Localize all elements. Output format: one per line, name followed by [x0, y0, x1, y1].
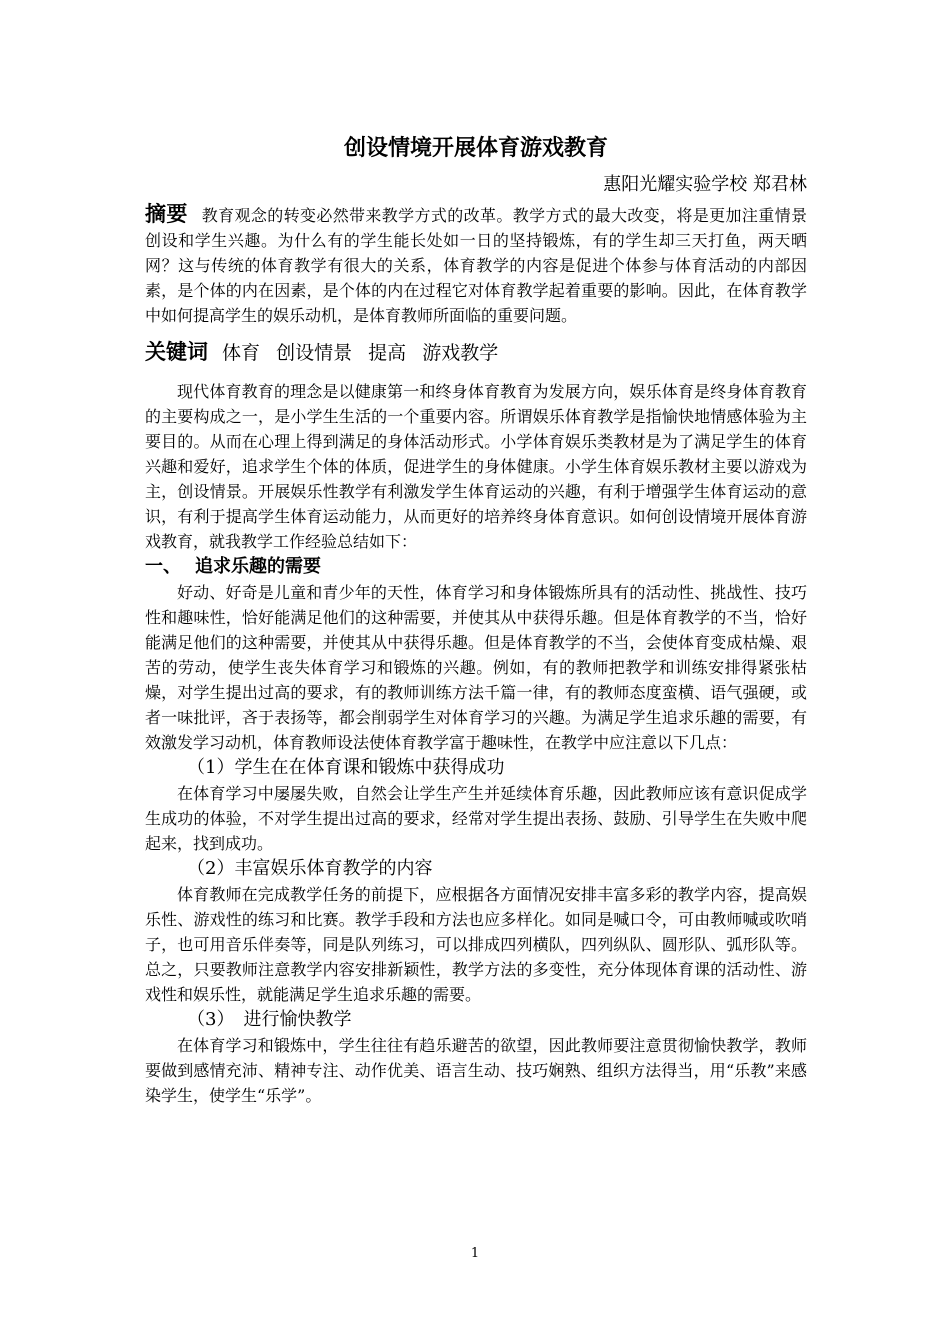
document-body [145, 128, 807, 1108]
abstract-text: 教育观念的转变必然带来教学方式的改革。教学方式的最大改变，将是更加注重情景创设和学生兴趣。为什么有的学生能长处如一日的坚持锻炼，有的学生却三天打鱼，两天晒网？这与传统的体育教学有很大的关系，体育教学的内容是促进个体参与体育活动的内部因素，是个体的内在因素，是个体的内在过程它对体育教学起着重要的影响。因此，在体育教学中如何提高学生的娱乐动机，是体育教师所面临的重要问题。 [145, 206, 807, 325]
section-title: 追求乐趣的需要 [195, 556, 321, 577]
author-line: 惠阳光耀实验学校 郑君林 [603, 174, 807, 195]
subsection-heading: （3） 进行愉快教学 [187, 1009, 352, 1030]
abstract-label: 摘要 [145, 202, 188, 226]
section-paragraph: 好动、好奇是儿童和青少年的天性，体育学习和身体锻炼所具有的活动性、挑战性、技巧性和趣味性，恰好能满足他们的这种需要，并使其从中获得乐趣。但是体育教学的不当，恰好能满足他们的这种需要，并使其从中获得乐趣。但是体育教学的不当，会使体育变成枯燥、艰苦的劳动，使学生丧失体育学习和锻炼的兴趣。例如，有的教师把教学和训练安排得紧张枯燥，对学生提出过高的要求，有的教师训练方法千篇一律，有的教师态度蛮横、语气强硬，或者一味批评，吝于表扬等，都会削弱学生对体育学习的兴趣。为满足学生追求乐趣的需要，有效激发学习动机，体育教师设法使体育教学富于趣味性，在教学中应注意以下几点： [145, 583, 807, 752]
section-heading [145, 554, 807, 580]
subsection-heading: （1）学生在在体育课和锻炼中获得成功 [187, 757, 505, 778]
subsection-paragraph: 在体育学习和锻炼中，学生往往有趋乐避苦的欲望，因此教师要注意贯彻愉快教学，教师要做到感情充沛、精神专注、动作优美、语言生动、技巧娴熟、组织方法得当，用“乐教”来感染学生，使学生“乐学”。 [145, 1036, 807, 1105]
page-number: 1 [470, 1246, 480, 1261]
keyword: 体育 [222, 342, 261, 364]
subsection-paragraph: 体育教师在完成教学任务的前提下，应根据各方面情况安排丰富多彩的教学内容，提高娱乐性、游戏性的练习和比赛。教学手段和方法也应多样化。如同是喊口令，可由教师喊或吹哨子，也可用音乐伴奏等，同是队列练习，可以排成四列横队，四列纵队、圆形队、弧形队等。总之，只要教师注意教学内容安排新颖性，教学方法的多变性，充分体现体育课的活动性、游戏性和娱乐性，就能满足学生追求乐趣的需要。 [145, 885, 807, 1004]
keywords-line [145, 332, 807, 373]
keywords-label: 关键词 [145, 340, 208, 364]
section-number: 一、 [145, 556, 181, 577]
abstract [145, 202, 807, 328]
subsection-paragraph: 在体育学习中屡屡失败，自然会让学生产生并延续体育乐趣，因此教师应该有意识促成学生成功的体验，不对学生提出过高的要求，经常对学生提出表扬、鼓励、引导学生在失败中爬起来，找到成功。 [145, 784, 807, 853]
keyword: 创设情景 [276, 342, 353, 364]
subsection-heading: （2）丰富娱乐体育教学的内容 [187, 858, 433, 879]
keyword: 游戏教学 [422, 342, 499, 364]
intro-paragraph: 现代体育教育的理念是以健康第一和终身体育教育为发展方向，娱乐体育是终身体育教育的主要构成之一，是小学生生活的一个重要内容。所谓娱乐体育教学是指愉快地情感体验为主要目的。从而在心理上得到满足的身体活动形式。小学体育娱乐类教材是为了满足学生的体育兴趣和爱好，追求学生个体的体质，促进学生的身体健康。小学生体育娱乐教材主要以游戏为主，创设情景。开展娱乐性教学有利激发学生体育运动的兴趣，有利于增强学生体育运动的意识，有利于提高学生体育运动能力，从而更好的培养终身体育意识。如何创设情境开展体育游戏教育，就我教学工作经验总结如下： [145, 382, 807, 551]
document-title: 创设情境开展体育游戏教育 [343, 136, 608, 161]
keyword: 提高 [368, 342, 407, 364]
